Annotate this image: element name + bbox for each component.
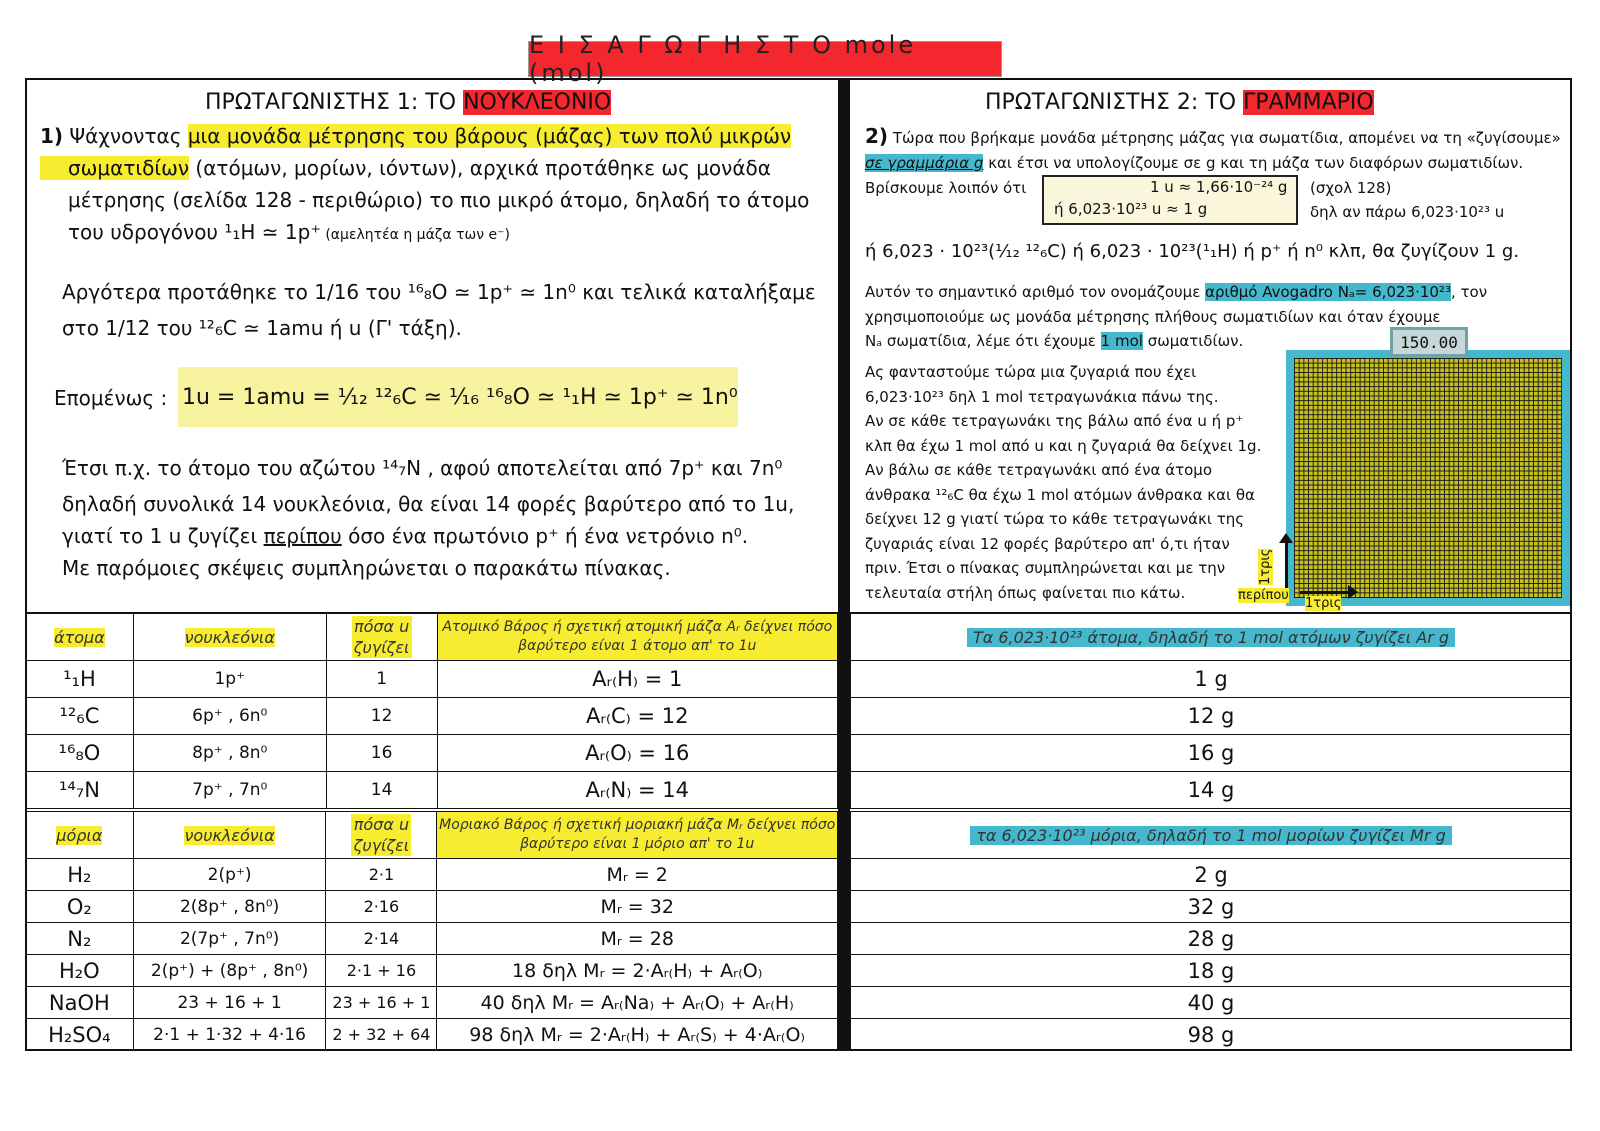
page-title [528,31,1002,87]
right-p3-line: Αν βάλω σε κάθε τετραγωνάκι από ένα άτομο [865,461,1213,479]
atom-cell: ¹₁H [26,661,134,698]
nucleons-cell: 2(p⁺) [133,859,326,891]
table-row [26,955,838,987]
right-p2-line3 [865,329,1243,354]
atoms-grams-header: Τα 6,023·10²³ άτομα, δηλαδή το 1 mol ατόμων ζυγίζει Ar g [967,628,1455,647]
table-row [26,923,838,955]
left-p3-line3-post: όσο ένα πρωτόνιο p⁺ ή ένα νετρόνιο n⁰. [341,524,749,548]
grams-cell: 16 g [851,735,1572,772]
right-p1-highlight: σε γραμμάρια g [865,154,984,172]
left-p1-highlight2: σωματιδίων [40,156,189,180]
right-p3-line: δείχνει 12 g γιατί τώρα το κάθε τετραγωνάκι της [865,510,1245,528]
ar-cell: Aᵣ₍N₎ = 14 [437,772,837,809]
u-cell: 2·14 [326,923,437,955]
table-row [26,698,838,735]
table-row [26,891,838,923]
molecule-cell: H₂O [26,955,134,987]
atoms-header-cell [26,614,134,661]
scale-illustration [1286,350,1570,606]
table-row [26,735,838,772]
grams-cell: 1 g [851,661,1572,698]
table-row [851,698,1572,735]
nucleons-cell: 1p⁺ [133,661,326,698]
mass-equivalence-box [1042,175,1298,225]
axis-vertical-arrow [1285,540,1288,592]
right-side-line2: δηλ αν πάρω 6,023·10²³ u [1310,203,1505,221]
nucleons-cell: 6p⁺ , 6n⁰ [133,698,326,735]
molecules-table-body [26,859,838,1051]
ar-cell: Aᵣ₍C₎ = 12 [437,698,837,735]
table-row [26,772,838,809]
u-cell: 12 [326,698,437,735]
u-cell: 2·1 + 16 [326,955,437,987]
molecules-grams-table [850,811,1572,1051]
u-cell: 2·1 [326,859,437,891]
right-p1-line4: ή 6,023 · 10²³(¹⁄₁₂ ¹²₆C) ή 6,023 · 10²³(¹₁H) ή p⁺ ή n⁰ κλπ, θα ζυγίζουν 1 g. [865,241,1520,262]
atoms-header-cell [133,614,326,661]
u-cell: 14 [326,772,437,809]
right-p3-line: τελευταία στήλη όπως φαίνεται πιο κάτω. [865,583,1186,602]
left-p1-line3: μέτρησης (σελίδα 128 - περιθώριο) το πιο μικρό άτομο, δηλαδή το άτομο [68,188,810,212]
mr-cell: 40 δηλ Mᵣ = Aᵣ₍Na₎ + Aᵣ₍O₎ + Aᵣ₍H₎ [437,987,838,1019]
axis-horizontal-label: 1τρις [1305,596,1342,611]
left-p1-line2 [40,152,771,184]
right-p2-pre: Αυτόν το σημαντικό αριθμό τον ονομάζουμε [865,283,1206,301]
nucleons-cell: 7p⁺ , 7n⁰ [133,772,326,809]
u-cell: 1 [326,661,437,698]
right-p3-line: άνθρακα ¹²₆C θα έχω 1 mol ατόμων άνθρακα και θα [865,485,1255,504]
left-p1-line4 [68,216,510,251]
atoms-grams-header-cell [851,614,1572,661]
right-p3-line: Ας φανταστούμε τώρα μια ζυγαριά που έχει [865,363,1197,381]
nucleons-cell: 2(7p⁺ , 7n⁰) [133,923,326,955]
molecules-grams-header: τα 6,023·10²³ μόρια, δηλαδή το 1 mol μορίων ζυγίζει Mr g [970,826,1452,845]
atoms-grams-table [850,613,1572,809]
left-p1-highlight: μια μονάδα μέτρησης του βάρους (μάζας) των πολύ μικρών [187,124,792,148]
table-row [851,661,1572,698]
left-p1-pre: Ψάχνοντας [63,124,188,148]
table-row [26,661,838,698]
molecule-cell: N₂ [26,923,134,955]
avogadro-highlight: αριθμό Avogadro Nₐ= 6,023·10²³ [1205,283,1451,301]
nucleons-cell: 8p⁺ , 8n⁰ [133,735,326,772]
axis-vertical-label: 1τρις [1258,548,1273,585]
left-heading-prefix: ΠΡΩΤΑΓΩΝΙΣΤΗΣ 1: ΤΟ [205,90,464,115]
mr-cell: Mᵣ = 28 [437,923,838,955]
mass-line1: 1 u ≈ 1,66·10⁻²⁴ g [1150,178,1288,196]
nucleons-cell: 2(8p⁺ , 8n⁰) [133,891,326,923]
right-p2-line3-post: σωματιδίων. [1142,332,1244,350]
right-heading-highlight: ΓΡΑΜΜΑΡΙΟ [1243,90,1374,115]
table-row [26,1019,838,1051]
mr-cell: Mᵣ = 2 [437,859,838,891]
molecule-cell: O₂ [26,891,134,923]
grams-cell: 28 g [851,923,1572,955]
column-divider [838,78,850,1051]
left-p2-line1: Αργότερα προτάθηκε το 1/16 του ¹⁶₈O ≃ 1p⁺ ≃ 1n⁰ και τελικά καταλήξαμε [62,280,816,304]
molecules-grams-header-cell [851,812,1572,859]
molecules-header-mr: Μοριακό Βάρος ή σχετική μοριακή μάζα Mᵣ δείχνει πόσο βαρύτερο είναι 1 μόριο απ' το 1u [437,812,838,859]
u-cell: 2 + 32 + 64 [326,1019,437,1051]
right-heading-prefix: ΠΡΩΤΑΓΩΝΙΣΤΗΣ 2: ΤΟ [985,90,1244,115]
right-p1-line3: Βρίσκουμε λοιπόν ότι [865,179,1027,197]
right-p2-line2: χρησιμοποιούμε ως μονάδα μέτρησης πλήθους σωματιδίων και όταν έχουμε [865,308,1441,326]
atoms-header-atoms: άτομα [54,627,105,647]
table-row [26,859,838,891]
right-p1-number: 2) [865,124,889,148]
atoms-header-cell [326,614,437,661]
molecules-header-cell [326,812,437,859]
right-p2-line3-pre: Nₐ σωματίδια, λέμε ότι έχουμε [865,332,1101,350]
table-row [851,955,1572,987]
left-p1-line1 [40,120,791,152]
formula-label: Επομένως : [54,386,168,410]
atoms-header-u: πόσα u ζυγίζει [352,616,412,658]
right-p3-block [865,360,1261,605]
scale-grid [1294,358,1562,598]
right-p1-line1-text: Τώρα που βρήκαμε μονάδα μέτρησης μάζας για σωματίδια, απομένει να τη «ζυγίσουμε» [888,129,1561,147]
atoms-header-nucleons: νουκλεόνια [184,627,275,647]
right-side-line1: (σχολ 128) [1310,179,1392,197]
left-heading-highlight: ΝΟΥΚΛΕΟΝΙΟ [463,90,612,115]
axis-horizontal-arrowhead [1348,585,1358,599]
grams-cell: 40 g [851,987,1572,1019]
left-p3-line1: Έτσι π.χ. το άτομο του αζώτου ¹⁴₇N , αφού αποτελείται από 7p⁺ και 7n⁰ [62,456,783,480]
right-heading [985,90,1374,115]
table-row [851,987,1572,1019]
nucleons-cell: 23 + 16 + 1 [133,987,326,1019]
scale-display [1390,327,1468,357]
mass-line2: ή 6,023·10²³ u ≈ 1 g [1054,200,1208,218]
axis-corner-label: περίπου [1238,588,1289,603]
table-row [851,923,1572,955]
mr-cell: 98 δηλ Mᵣ = 2·Aᵣ₍H₎ + Aᵣ₍S₎ + 4·Aᵣ₍O₎ [437,1019,838,1051]
nucleons-cell: 2(p⁺) + (8p⁺ , 8n⁰) [133,955,326,987]
grams-cell: 18 g [851,955,1572,987]
scale-reading: 150.00 [1400,332,1458,352]
molecules-header-row [26,812,838,859]
mr-cell: 18 δηλ Mᵣ = 2·Aᵣ₍H₎ + Aᵣ₍O₎ [437,955,838,987]
left-p3-line2: δηλαδή συνολικά 14 νουκλεόνια, θα είναι 14 φορές βαρύτερο από το 1u, [62,492,795,516]
molecule-cell: H₂SO₄ [26,1019,134,1051]
grams-cell: 2 g [851,859,1572,891]
left-p1-line4-main: του υδρογόνου ¹₁H ≃ 1p⁺ [68,220,321,244]
table-row [26,987,838,1019]
atoms-grams-body [851,661,1572,809]
right-p3-line: Αν σε κάθε τετραγωνάκι της βάλω από ένα u ή p⁺ [865,412,1244,430]
grams-cell: 12 g [851,698,1572,735]
ar-cell: Aᵣ₍O₎ = 16 [437,735,837,772]
atoms-table-body [26,661,838,809]
atoms-header-row [26,614,838,661]
nucleons-cell: 2·1 + 1·32 + 4·16 [133,1019,326,1051]
molecule-cell: NaOH [26,987,134,1019]
axis-horizontal-arrow [1300,591,1350,594]
right-p3-line: ζυγαριάς είναι 12 φορές βαρύτερο απ' ό,τι ήταν [865,534,1230,553]
table-row [851,891,1572,923]
table-row [851,1019,1572,1051]
molecules-header-u: πόσα u ζυγίζει [351,814,411,856]
atoms-table [25,613,838,809]
u-cell: 23 + 16 + 1 [326,987,437,1019]
right-p1-line1 [865,124,1561,151]
table-row [851,735,1572,772]
atom-cell: ¹⁴₇N [26,772,134,809]
u-cell: 16 [326,735,437,772]
molecules-grams-body [851,859,1572,1051]
grams-cell: 98 g [851,1019,1572,1051]
molecules-header-cell [26,812,134,859]
mol-highlight: 1 mol [1100,332,1143,350]
atoms-header-ar: Ατομικό Βάρος ή σχετική ατομική μάζα Aᵣ δείχνει πόσο βαρύτερο είναι 1 άτομο απ' το 1u [437,614,837,661]
left-p3-line3-pre: γιατί το 1 u ζυγίζει [62,524,264,548]
atoms-grams-header-row [851,614,1572,661]
molecules-header-nucleons: νουκλεόνια [184,825,275,845]
right-p1-line2 [865,151,1523,176]
page-title-text: Ε Ι Σ Α Γ Ω Γ Η Σ Τ Ο mole (mol) [529,31,917,87]
u-cell: 2·16 [326,891,437,923]
ar-cell: Aᵣ₍H₎ = 1 [437,661,837,698]
right-p2-line1 [865,280,1487,305]
right-p2-post: , τον [1450,283,1488,301]
left-p2-line2: στο 1/12 του ¹²₆C ≃ 1amu ή u (Γ' τάξη). [62,316,462,340]
left-p1-number: 1) [40,124,64,148]
right-p1-line2-rest: και έτσι να υπολογίζουμε σε g και τη μάζα των διαφόρων σωματιδίων. [983,154,1524,172]
table-row [851,772,1572,809]
molecule-cell: H₂ [26,859,134,891]
right-p3-line: κλπ θα έχω 1 mol από u και η ζυγαριά θα δείχνει 1g. [865,436,1262,455]
mr-cell: Mᵣ = 32 [437,891,838,923]
right-p3-line: 6,023·10²³ δηλ 1 mol τετραγωνάκια πάνω της. [865,387,1219,406]
atom-cell: ¹²₆C [26,698,134,735]
left-p3-line3-underlined: περίπου [263,524,342,548]
atom-cell: ¹⁶₈O [26,735,134,772]
molecules-header-molecules: μόρια [56,825,103,845]
grams-cell: 14 g [851,772,1572,809]
table-row [851,859,1572,891]
left-p3-line4: Με παρόμοιες σκέψεις συμπληρώνεται ο παρακάτω πίνακας. [62,556,671,580]
right-p3-line: πριν. Έτσι ο πίνακας συμπληρώνεται και με την [865,559,1226,577]
left-heading [205,90,611,115]
molecules-table [25,811,838,1051]
left-p3-line3 [62,520,748,552]
formula-text: 1u = 1amu = ¹⁄₁₂ ¹²₆C ≃ ¹⁄₁₆ ¹⁶₈O ≃ ¹₁H ≃ 1p⁺ ≃ 1n⁰ [182,385,738,410]
molecules-grams-header-row [851,812,1572,859]
molecules-header-cell [133,812,326,859]
grams-cell: 32 g [851,891,1572,923]
left-p1-line4-note: (αμελητέα η μάζα των e⁻) [320,227,510,243]
axis-vertical-arrowhead [1279,533,1293,543]
left-p1-rest: (ατόμων, μορίων, ιόντων), αρχικά προτάθηκε ως μονάδα [189,156,771,180]
